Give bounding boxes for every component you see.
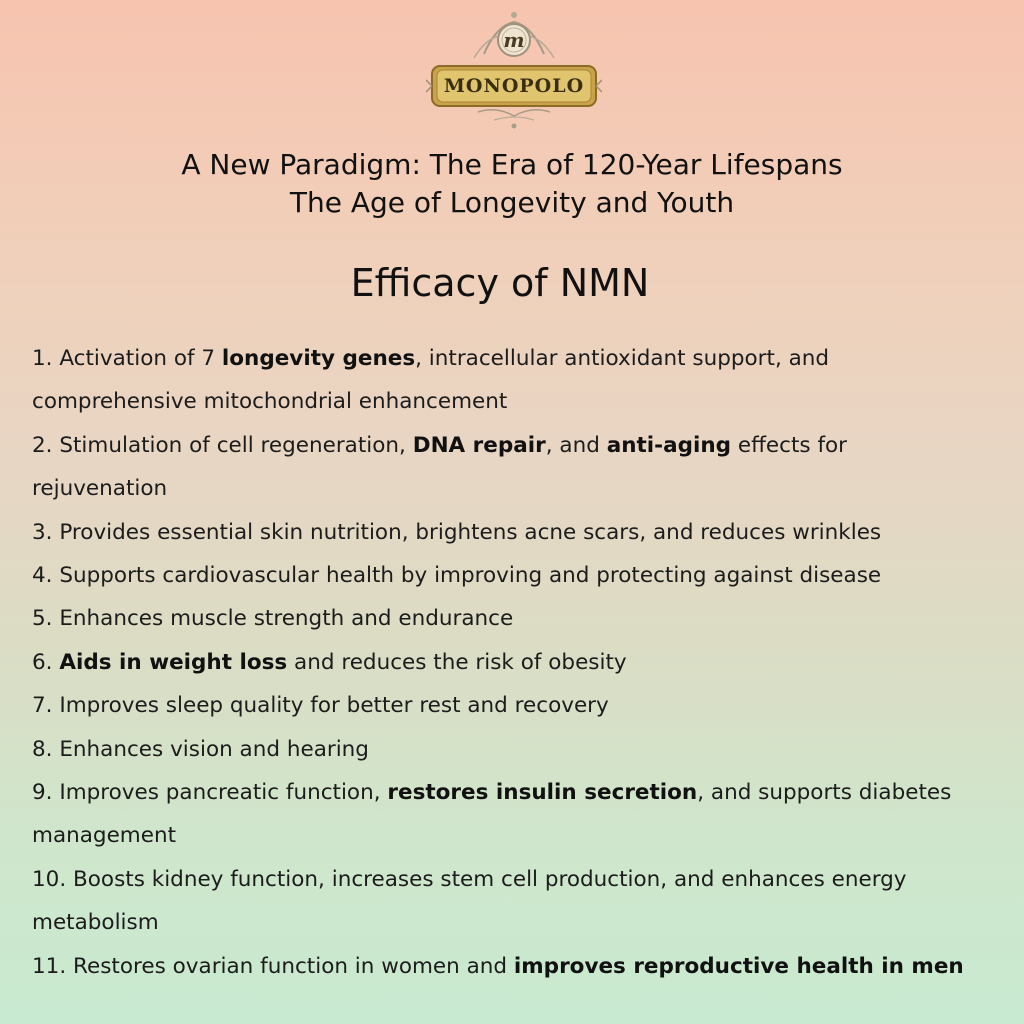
brand-logo: [426, 8, 602, 132]
item-text: rejuvenation: [32, 476, 168, 502]
list-item: [32, 337, 992, 424]
item-text: metabolism: [32, 910, 159, 936]
item-bold-text: Aids in weight loss: [59, 649, 288, 675]
headline-line-2: The Age of Longevity and Youth: [289, 186, 735, 219]
list-item: [32, 858, 992, 945]
item-text: 8. Enhances vision and hearing: [32, 736, 369, 762]
list-item: [32, 728, 992, 771]
item-text: , intracellular antioxidant support, and: [415, 346, 830, 371]
list-item: [32, 424, 992, 511]
list-item: [32, 684, 992, 727]
headline-line-1: A New Paradigm: The Era of 120-Year Lifespans: [181, 148, 843, 181]
item-text: 10. Boosts kidney function, increases stem cell production, and enhances energy: [32, 866, 907, 892]
item-text: effects for: [731, 432, 848, 458]
item-text: and reduces the risk of obesity: [287, 649, 627, 675]
item-text: 2. Stimulation of cell regeneration,: [32, 432, 413, 458]
list-item: [32, 511, 992, 554]
item-text: management: [32, 823, 177, 849]
list-item: [32, 641, 992, 684]
list-item: [32, 945, 992, 988]
item-text: 9. Improves pancreatic function,: [32, 780, 388, 806]
item-bold-text: improves reproductive health in men: [513, 953, 964, 979]
efficacy-list: [32, 337, 992, 988]
item-text: 3. Provides essential skin nutrition, brightens acne scars, and reduces wrinkles: [32, 519, 882, 545]
list-item: [32, 554, 992, 597]
item-text: , and supports diabetes: [697, 780, 952, 806]
item-text: 5. Enhances muscle strength and endurance: [32, 606, 514, 632]
item-text: 7. Improves sleep quality for better rest and recovery: [32, 693, 609, 719]
section-title: Efficacy of NMN: [350, 261, 650, 305]
logo-brand-text: MONOPOLO: [443, 75, 585, 97]
item-text: 6.: [32, 649, 60, 675]
logo-monogram: m: [503, 28, 525, 52]
list-item: [32, 597, 992, 640]
item-bold-text: restores insulin secretion: [387, 780, 698, 806]
item-text: comprehensive mitochondrial enhancement: [32, 389, 508, 415]
item-bold-text: DNA repair: [412, 432, 546, 458]
item-text: 1. Activation of 7: [32, 346, 222, 371]
item-bold-text: anti-aging: [606, 432, 732, 458]
item-text: 11. Restores ovarian function in women and: [32, 953, 514, 979]
item-text: 4. Supports cardiovascular health by improving and protecting against disease: [32, 563, 882, 589]
item-text: , and: [545, 432, 607, 458]
item-bold-text: longevity genes: [221, 346, 416, 371]
list-item: [32, 771, 992, 858]
